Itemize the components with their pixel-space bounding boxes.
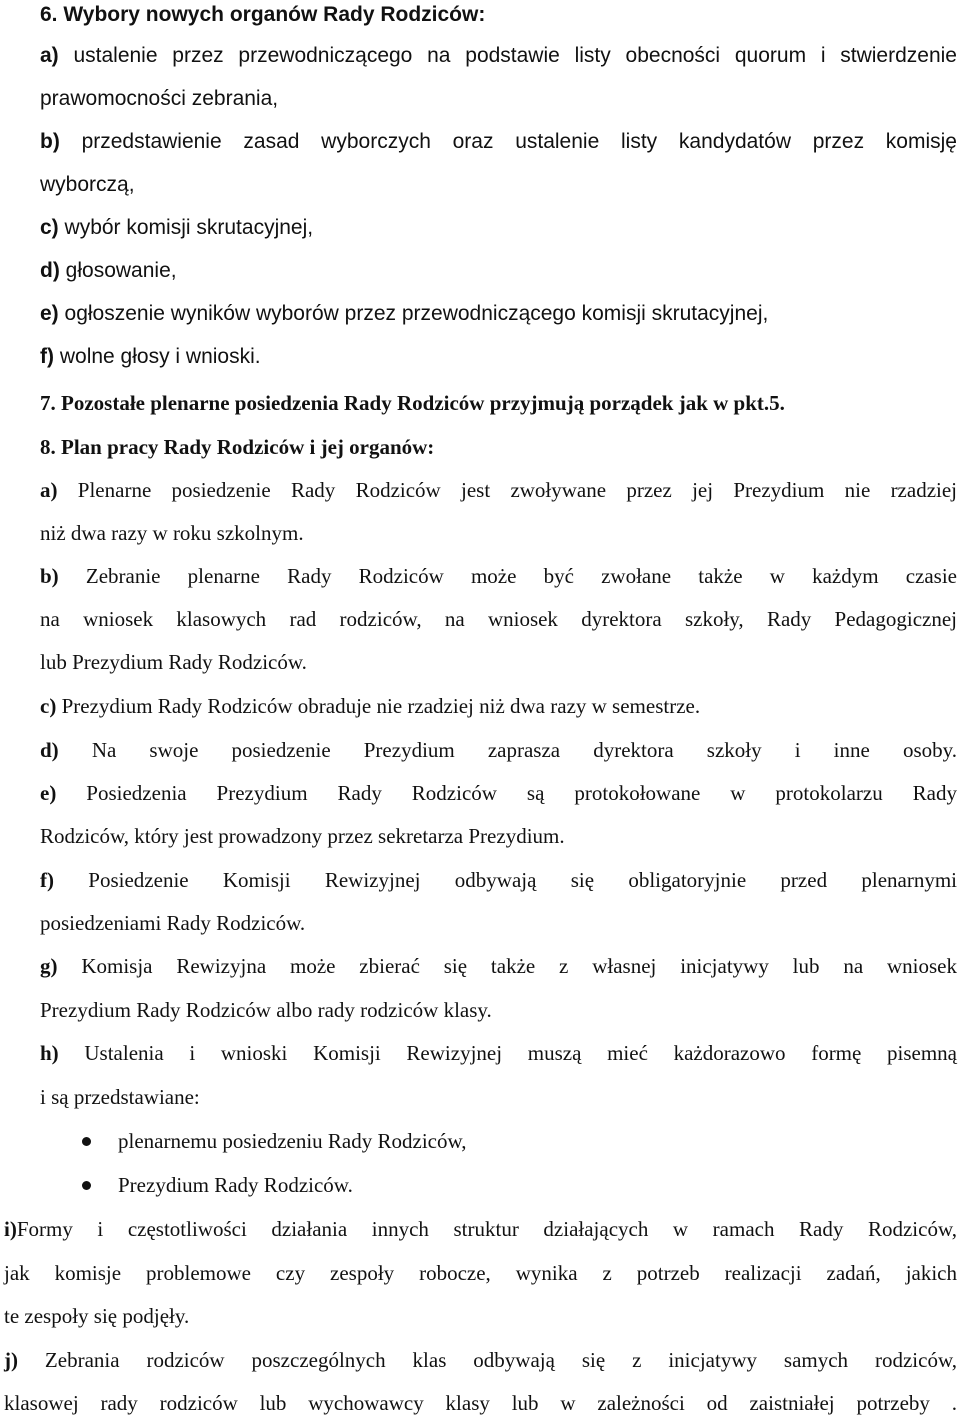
s8-item-g-line1 [40, 954, 957, 978]
bullet-icon [82, 1181, 91, 1190]
s8-item-c-text: Prezydium Rady Rodziców obraduje nie rzadziej niż dwa razy w semestrze. [61, 694, 701, 718]
s8-item-c [40, 694, 700, 718]
s6-item-f-label: f) [40, 345, 54, 368]
s8-item-g-line2: Prezydium Rady Rodziców albo rady rodziców klasy. [40, 998, 492, 1022]
s8-item-h-text1: Ustalenia i wnioski Komisji Rewizyjnej muszą mieć każdorazowo formę pisemną [84, 1041, 958, 1065]
bullet-item-1: plenarnemu posiedzeniu Rady Rodziców, [118, 1129, 467, 1153]
s8-item-i-line3: te zespoły się podjęły. [4, 1304, 190, 1328]
s6-item-d-text: głosowanie, [65, 259, 177, 282]
s8-item-f-line2: posiedzeniami Rady Rodziców. [40, 911, 306, 935]
s6-item-d [40, 259, 177, 283]
s8-item-e-text1: Posiedzenia Prezydium Rady Rodziców są protokołowane w protokolarzu Rady [86, 781, 958, 805]
s6-item-b-text1: przedstawienie zasad wyborczych oraz ustalenie listy kandydatów przez komisję [81, 130, 957, 153]
s8-item-e-label: e) [40, 781, 57, 805]
s8-item-j-line2: klasowej rady rodziców lub wychowawcy klasy lub w zależności od zaistniałej potrzeby . [4, 1391, 957, 1415]
s8-item-i-line1 [4, 1217, 957, 1241]
s8-item-d [40, 738, 957, 762]
section-7: 7. Pozostałe plenarne posiedzenia Rady Rodziców przyjmują porządek jak w pkt.5. [40, 391, 785, 415]
s6-item-b-line1 [40, 130, 957, 154]
s6-item-e-text: ogłoszenie wyników wyborów przez przewodniczącego komisji skrutacyjnej, [64, 302, 769, 325]
s6-item-a-line2: prawomocności zebrania, [40, 87, 279, 110]
s8-item-j-text1: Zebrania rodziców poszczególnych klas odbywają się z inicjatywy samych rodziców, [44, 1348, 958, 1372]
s8-item-i-label: i) [4, 1217, 17, 1241]
s6-item-e-label: e) [40, 302, 59, 325]
s8-item-i-line2: jak komisje problemowe czy zespoły robocze, wynika z potrzeb realizacji zadań, jakich [4, 1261, 957, 1285]
s6-item-a-text1: ustalenie przez przewodniczącego na podstawie listy obecności quorum i stwierdzenie [73, 44, 957, 67]
section-8-heading: 8. Plan pracy Rady Rodziców i jej organów: [40, 435, 435, 459]
s8-item-e-line2: Rodziców, który jest prowadzony przez sekretarza Prezydium. [40, 824, 565, 848]
s6-item-c-text: wybór komisji skrutacyjnej, [64, 216, 314, 239]
s8-item-a-line2: niż dwa razy w roku szkolnym. [40, 521, 304, 545]
s6-item-f [40, 345, 261, 369]
s8-item-b-label: b) [40, 564, 59, 588]
s8-item-f-label: f) [40, 868, 54, 892]
s6-item-a-label: a) [40, 44, 59, 67]
s8-item-e-line1 [40, 781, 957, 805]
s8-item-b-line1 [40, 564, 957, 588]
bullet-icon [82, 1137, 91, 1146]
s6-item-b-label: b) [40, 130, 60, 153]
s8-item-h-line1 [40, 1041, 957, 1065]
s8-item-c-label: c) [40, 694, 57, 718]
s8-item-f-line1 [40, 868, 957, 892]
section-6-heading: 6. Wybory nowych organów Rady Rodziców: [40, 3, 486, 26]
s6-item-f-text: wolne głosy i wnioski. [59, 345, 261, 368]
s8-item-i-text1: Formy i częstotliwości działania innych struktur działających w ramach Rady Rodziców, [16, 1217, 957, 1241]
s8-item-b-line2: na wniosek klasowych rad rodziców, na wniosek dyrektora szkoły, Rady Pedagogicznej [40, 607, 957, 631]
s6-item-e [40, 302, 768, 326]
s8-item-d-text: Na swoje posiedzenie Prezydium zaprasza dyrektora szkoły i inne osoby. [91, 738, 958, 762]
s8-item-d-label: d) [40, 738, 59, 762]
s8-item-b-text1: Zebranie plenarne Rady Rodziców może być zwołane także w każdym czasie [85, 564, 958, 588]
s8-item-h-label: h) [40, 1041, 59, 1065]
s6-item-a-line1 [40, 44, 957, 68]
s6-item-c-label: c) [40, 216, 59, 239]
s8-item-f-text1: Posiedzenie Komisji Rewizyjnej odbywają się obligatoryjnie przed plenarnymi [88, 868, 958, 892]
s8-item-b-line3: lub Prezydium Rady Rodziców. [40, 650, 307, 674]
s8-item-j-label: j) [4, 1348, 18, 1372]
s8-item-h-line2: i są przedstawiane: [40, 1085, 200, 1109]
s8-item-a-line1 [40, 478, 957, 502]
s8-item-g-text1: Komisja Rewizyjna może zbierać się także z własnej inicjatywy lub na wniosek [81, 954, 957, 978]
s8-item-g-label: g) [40, 954, 58, 978]
s8-item-a-text1: Plenarne posiedzenie Rady Rodziców jest zwoływane przez jej Prezydium nie rzadziej [77, 478, 958, 502]
s6-item-b-line2: wyborczą, [40, 173, 135, 196]
s6-item-c [40, 216, 313, 240]
s8-item-j-line1 [4, 1348, 957, 1372]
s6-item-d-label: d) [40, 259, 60, 282]
bullet-item-2: Prezydium Rady Rodziców. [118, 1173, 353, 1197]
s8-item-a-label: a) [40, 478, 58, 502]
